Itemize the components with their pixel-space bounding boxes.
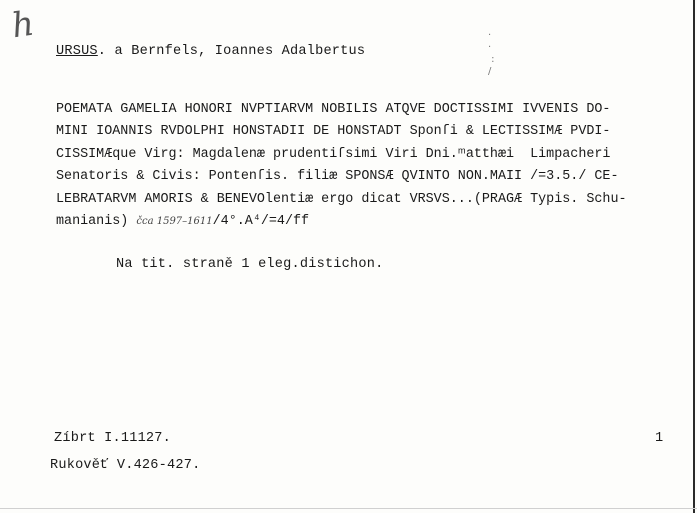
handwritten-date-note: čca 1597–1611 (136, 215, 213, 227)
note-line: Na tit. straně 1 eleg.distichon. (116, 257, 384, 272)
title-line-6-text: manianis) (56, 213, 129, 229)
title-line-4: Senatoris & Civis: Pontenſis. filiæ SPONSÆ QVINTO NON.MAII /=3.5./ CE- (56, 169, 619, 185)
handwritten-corner-mark: h (9, 3, 37, 47)
title-description (56, 99, 671, 233)
collation-text: /4°.A⁴/=4/ff (212, 213, 310, 229)
reference-rukovet: Rukověť V.426-427. (50, 458, 201, 473)
reference-zibrt: Zíbrt I.11127. (54, 431, 172, 446)
card-bottom-edge (0, 508, 697, 509)
title-line-2: MINI IOANNIS RVDOLPHI HONSTADII DE HONSTADT Sponſi & LECTISSIMÆ PVDI- (56, 124, 611, 140)
author-surname: URSUS (56, 44, 98, 59)
title-line-6 (56, 211, 671, 233)
page-number: 1 (655, 431, 664, 446)
handwritten-margin-marks: · · : / (488, 30, 495, 77)
title-line-3: CISSIMÆque Virg: Magdalenæ prudentiſsimi Viri Dni.ᵐatthæi Limpacheri (56, 146, 611, 162)
title-line-1: POEMATA GAMELIA HONORI NVPTIARVM NOBILIS ATQVE DOCTISSIMI IVVENIS DO- (56, 102, 611, 117)
author-heading (56, 44, 365, 59)
author-name-rest: . a Bernfels, Ioannes Adalbertus (97, 44, 366, 59)
title-line-5: LEBRATARVM AMORIS & BENEVOlentiæ ergo dicat VRSVS...(PRAGÆ Typis. Schu- (56, 191, 627, 207)
card-right-edge (693, 0, 695, 513)
